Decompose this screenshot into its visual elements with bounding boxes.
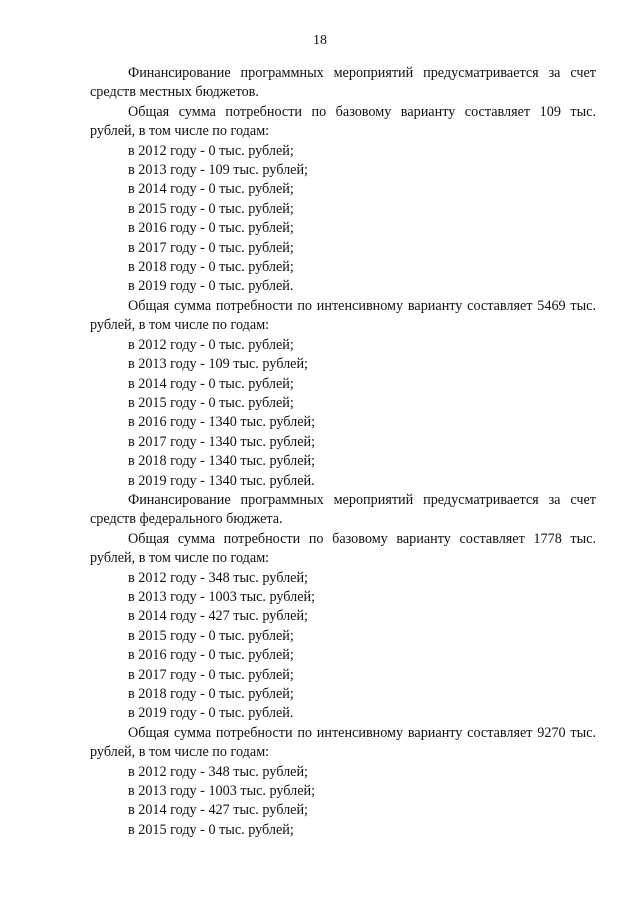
list-item: в 2017 году - 0 тыс. рублей;: [128, 239, 294, 256]
list-item: в 2013 году - 109 тыс. рублей;: [128, 356, 308, 373]
list-item: в 2015 году - 0 тыс. рублей;: [128, 394, 294, 411]
paragraph: Финансирование программных мероприятий предусматривается за счет средств местных бюджетов.: [90, 65, 596, 101]
list-item: в 2012 году - 0 тыс. рублей;: [128, 336, 294, 353]
list-item: в 2015 году - 0 тыс. рублей;: [128, 200, 294, 217]
paragraph: Общая сумма потребности по базовому варианту составляет 1778 тыс. рублей, в том числе по годам:: [90, 530, 596, 567]
list-item: в 2017 году - 1340 тыс. рублей;: [128, 433, 316, 450]
list-item: в 2012 году - 0 тыс. рублей;: [128, 142, 294, 159]
paragraph: Общая сумма потребности по интенсивному варианту составляет 9270 тыс. рублей, в том числе по годам:: [90, 724, 596, 761]
list-item: в 2014 году - 427 тыс. рублей;: [128, 608, 308, 625]
list-item: в 2019 году - 1340 тыс. рублей.: [128, 472, 315, 489]
list-item: в 2016 году - 0 тыс. рублей;: [128, 220, 294, 237]
document-body: [90, 64, 596, 840]
list-item: в 2019 году - 0 тыс. рублей.: [128, 705, 294, 722]
list-item: в 2018 году - 0 тыс. рублей;: [128, 686, 294, 702]
list-item: в 2017 году - 0 тыс. рублей;: [128, 666, 294, 683]
list-item: в 2014 году - 0 тыс. рублей;: [128, 375, 294, 392]
paragraph: Общая сумма потребности по интенсивному варианту составляет 5469 тыс. рублей, в том числе по годам:: [90, 297, 596, 334]
list-item: в 2013 году - 1003 тыс. рублей;: [128, 588, 316, 605]
list-item: в 2018 году - 0 тыс. рублей;: [128, 259, 294, 276]
list-item: в 2013 году - 109 тыс. рублей;: [128, 162, 308, 179]
list-item: в 2014 году - 0 тыс. рублей;: [128, 181, 294, 198]
list-item: в 2016 году - 1340 тыс. рублей;: [128, 414, 316, 431]
list-item: в 2019 году - 0 тыс. рублей.: [128, 278, 294, 295]
list-item: в 2014 году - 427 тыс. рублей;: [128, 802, 308, 819]
list-item: в 2012 году - 348 тыс. рублей;: [128, 763, 308, 780]
list-item: в 2012 году - 348 тыс. рублей;: [128, 569, 308, 586]
page-number: 18: [313, 33, 327, 48]
list-item: в 2015 году - 0 тыс. рублей;: [128, 821, 294, 838]
list-item: в 2015 году - 0 тыс. рублей;: [128, 627, 294, 644]
list-item: в 2016 году - 0 тыс. рублей;: [128, 647, 294, 664]
list-item: в 2013 году - 1003 тыс. рублей;: [128, 783, 316, 800]
paragraph: Общая сумма потребности по базовому варианту составляет 109 тыс. рублей, в том числе по годам:: [90, 103, 596, 140]
list-item: в 2018 году - 1340 тыс. рублей;: [128, 453, 316, 470]
paragraph: Финансирование программных мероприятий предусматривается за счет средств федерального бюджета.: [90, 491, 596, 528]
